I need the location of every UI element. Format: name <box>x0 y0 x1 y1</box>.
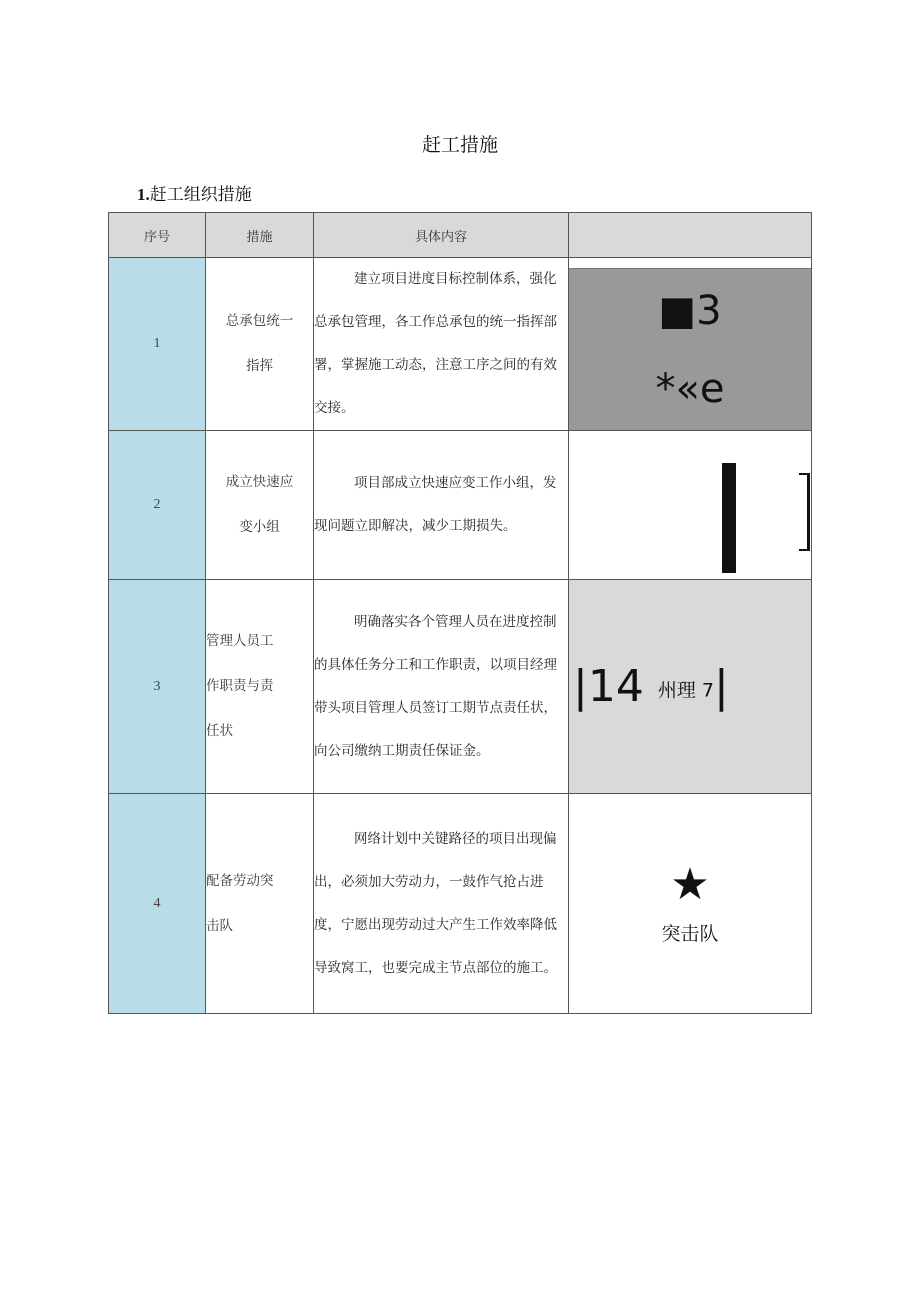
measure-line: 管理人员工 <box>206 633 274 649</box>
measure-cell <box>206 580 314 794</box>
seq-cell: 3 <box>109 580 206 794</box>
image-cell <box>569 580 812 794</box>
section-title: 赶工组织措施 <box>149 185 252 205</box>
measure-cell <box>206 431 314 580</box>
image-text: ■3 <box>658 287 722 334</box>
bracket-graphic-top <box>799 473 809 475</box>
section-heading <box>137 180 252 205</box>
measure-cell <box>206 794 314 1014</box>
header-content: 具体内容 <box>314 213 569 258</box>
table-row <box>109 794 812 1014</box>
measure-line: 指挥 <box>246 358 273 374</box>
seq-cell: 1 <box>109 258 206 431</box>
bracket-graphic-bottom <box>799 549 809 551</box>
measure-line: 变小组 <box>239 519 280 535</box>
star-icon: ★ <box>670 859 710 910</box>
image-text: *«e <box>655 365 725 412</box>
content-cell <box>314 580 569 794</box>
measure-line: 成立快速应 <box>225 474 294 490</box>
header-seq: 序号 <box>109 213 206 258</box>
seq-cell: 4 <box>109 794 206 1014</box>
content-text: 项目部成立快速应变工作小组，发现问题立即解决，减少工期损失。 <box>314 475 557 534</box>
content-text: 建立项目进度目标控制体系，强化总承包管理，各工作总承包的统一指挥部署，掌握施工动态，注意工序之间的有效交接。 <box>314 271 557 416</box>
measure-line: 作职责与责 <box>206 678 274 694</box>
header-row <box>109 213 812 258</box>
image-cell <box>569 431 812 580</box>
image-text: |14 州理 7| <box>573 661 729 712</box>
content-text: 网络计划中关键路径的项目出现偏出，必须加大劳动力，一鼓作气抢占进度，宁愿出现劳动过大产生工作效率降低导致窝工，也要完成主节点部位的施工。 <box>314 830 557 976</box>
measure-line: 任状 <box>206 723 233 739</box>
measures-table <box>108 212 812 1014</box>
image-placeholder <box>569 268 811 430</box>
measure-cell <box>206 258 314 431</box>
table-row <box>109 258 812 431</box>
content-cell <box>314 431 569 580</box>
image-label: 突击队 <box>661 923 719 945</box>
image-placeholder <box>569 580 811 793</box>
measure-line: 配备劳动突 <box>206 872 274 889</box>
measure-line: 击队 <box>206 917 233 934</box>
measure-line: 总承包统一 <box>225 313 294 329</box>
header-measure: 措施 <box>206 213 314 258</box>
bracket-graphic <box>807 473 810 551</box>
page-title: 赶工措施 <box>421 134 498 156</box>
section-number: 1. <box>137 185 150 204</box>
content-text: 明确落实各个管理人员在进度控制的具体任务分工和工作职责，以项目经理带头项目管理人员签订工期节点责任状，向公司缴纳工期责任保证金。 <box>314 613 557 759</box>
content-cell <box>314 258 569 431</box>
thick-bar-graphic <box>722 463 736 573</box>
image-cell <box>569 794 812 1014</box>
seq-cell: 2 <box>109 431 206 580</box>
table-row <box>109 431 812 580</box>
table-row <box>109 580 812 794</box>
content-cell <box>314 794 569 1014</box>
image-placeholder <box>569 794 811 1013</box>
image-cell <box>569 258 812 431</box>
header-image <box>569 213 812 258</box>
